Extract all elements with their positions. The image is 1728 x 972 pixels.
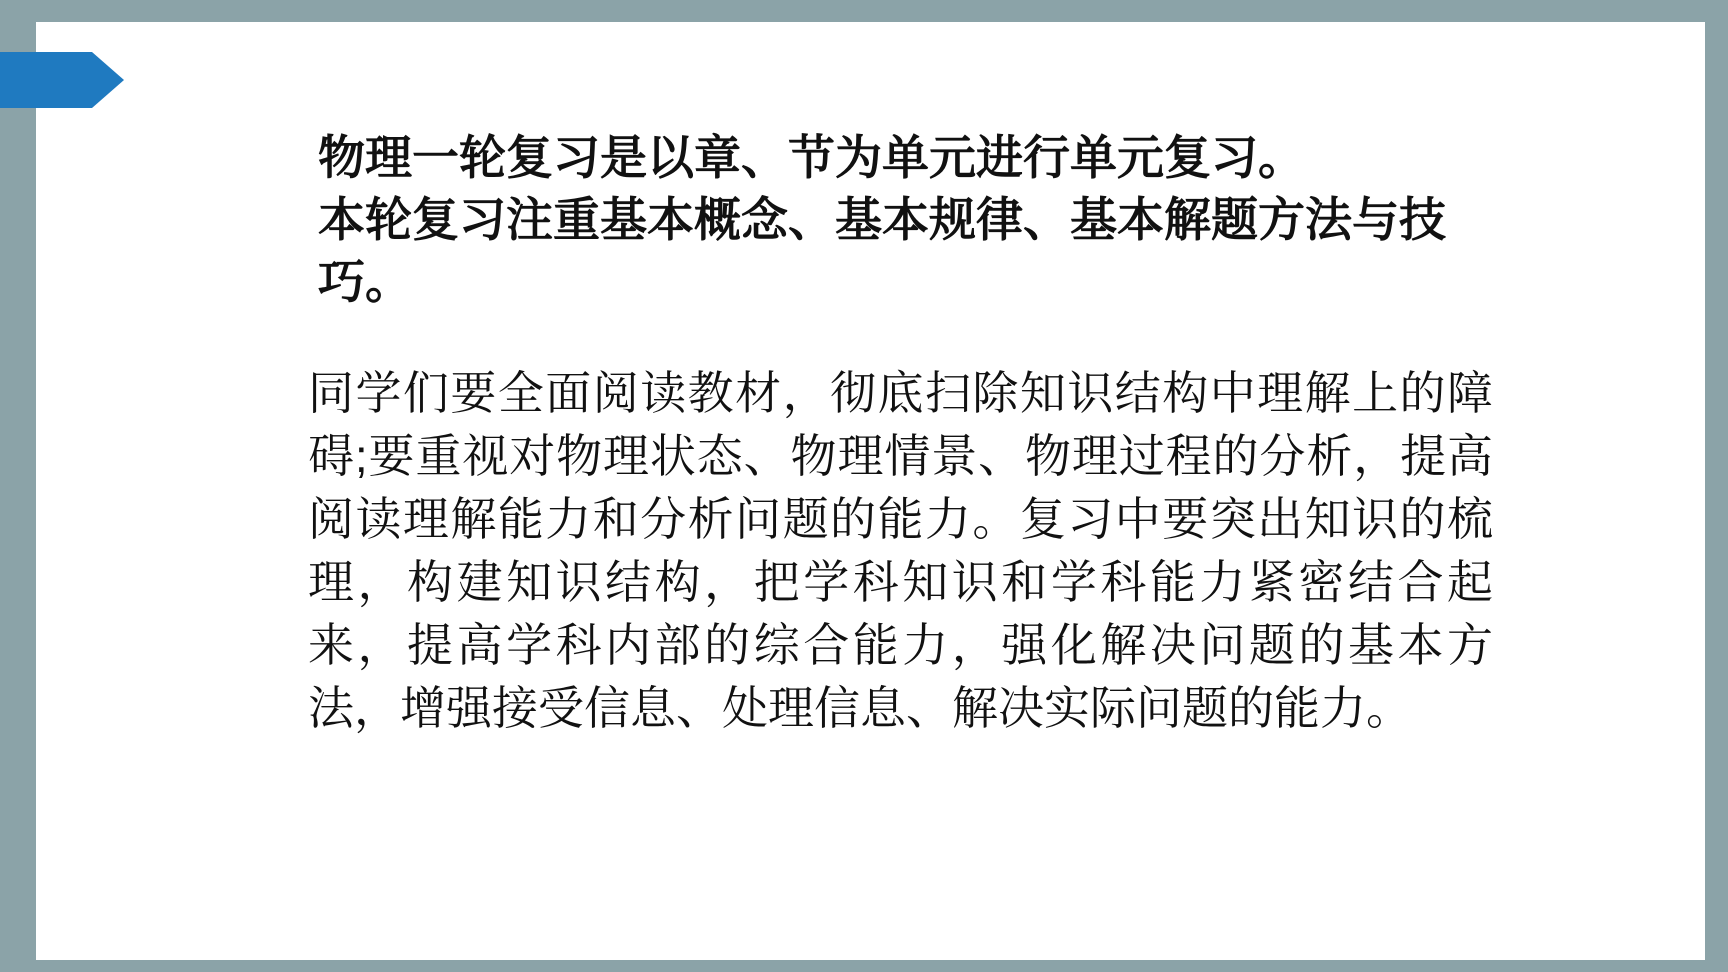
intro-paragraph: [318, 127, 1538, 313]
slide-text-area: [36, 22, 1705, 960]
slide-content-card: [36, 22, 1705, 960]
blue-arrow-icon: [0, 52, 124, 108]
intro-line-2: 本轮复习注重基本概念、基本规律、基本解题方法与技巧。: [318, 193, 1446, 308]
intro-line-1: 物理一轮复习是以章、节为单元进行单元复习。: [318, 131, 1305, 184]
body-paragraph: 同学们要全面阅读教材，彻底扫除知识结构中理解上的障碍;要重视对物理状态、物理情景、物理过程的分析，提高阅读理解能力和分析问题的能力。复习中要突出知识的梳理，构建知识结构，把学科知识和学科能力紧密结合起来，提高学科内部的综合能力，强化解决问题的基本方法，增强接受信息、处理信息、解决实际问题的能力。: [308, 367, 1493, 734]
